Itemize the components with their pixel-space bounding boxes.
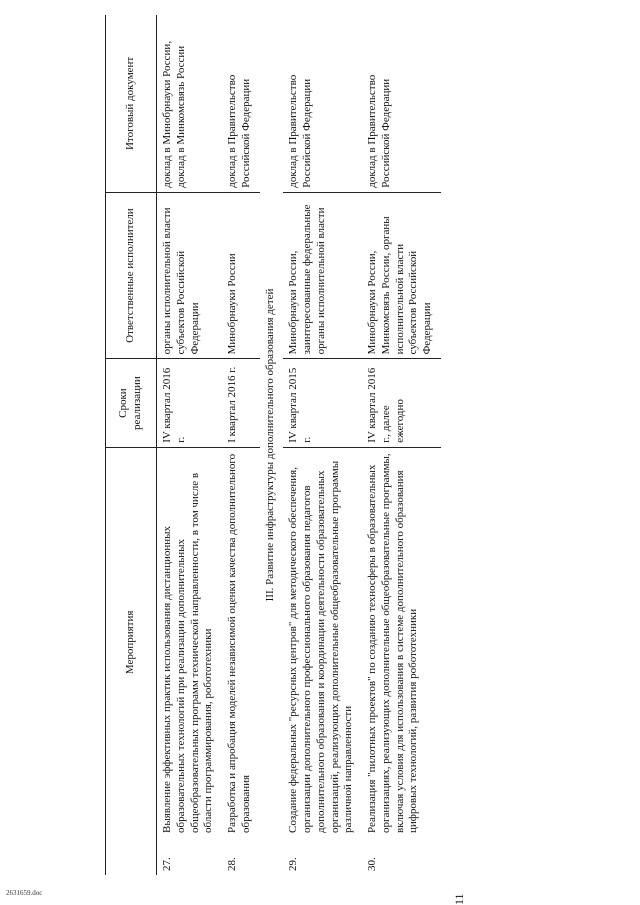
document-code: 2631659.doc [6, 889, 43, 897]
page-number: 11 [452, 893, 466, 905]
row-event: Реализация "пилотных проектов" по созданию техносферы в образовательных организациях, реализующих дополнительные общеобразовательные программы, включая условия для использования в системе дополнительного образования цифровых технологий, развития робототехники [366, 453, 420, 833]
row-term: IV квартал 2016 г., далее ежегодно [362, 359, 441, 447]
row-term: IV квартал 2016 г. [157, 359, 223, 447]
row-responsible: органы исполнительной власти субъектов Российской Федерации [157, 192, 223, 359]
table-header-row [106, 15, 157, 875]
row-event: Разработка и апробация моделей независимой оценки качества дополнительного образования [226, 453, 252, 833]
action-plan-table [105, 15, 441, 875]
row-document: доклад в Правительство Российской Федерации [283, 15, 362, 192]
row-event: Создание федеральных "ресурсных центров" для методического обеспечения, организации дополнительного профессионального образования педагогов дополнительного образования и координации деятельности образовательных организаций, реализующих дополнительные общеобразовательные программы различной направленности [287, 460, 355, 833]
row-document: доклад в Минобрнауки России, доклад в Минкомсвязь России [157, 15, 223, 192]
table-row-27 [157, 15, 223, 875]
row-term: IV квартал 2015 г. [283, 359, 362, 447]
row-event: Выявление эффективных практик использования дистанционных образовательных технологий при реализации дополнительных общеобразовательных программ технической направленности, в том числе в области программирования, робототехники [161, 472, 215, 833]
table-row-28 [222, 15, 260, 875]
row-number: 30. [366, 857, 378, 871]
row-number: 27. [161, 857, 173, 871]
header-number [106, 837, 157, 875]
table-row-29 [283, 15, 362, 875]
row-responsible: Минобрнауки России, Минкомсвязь России, органы исполнительной власти субъектов Российской Федерации [362, 192, 441, 359]
header-event: Мероприятия [106, 447, 157, 837]
row-term: I квартал 2016 г. [222, 359, 260, 447]
section-heading-row [260, 15, 284, 875]
row-responsible: Минобрнауки России [222, 192, 260, 359]
row-responsible: Минобрнауки России, заинтересованные федеральные органы исполнительной власти [283, 192, 362, 359]
header-responsible: Ответственные исполнители [106, 192, 157, 359]
row-number: 29. [287, 857, 300, 871]
table-row-30 [362, 15, 441, 875]
row-document: доклад в Правительство Российской Федерации [222, 15, 260, 192]
header-document: Итоговый документ [106, 15, 157, 192]
row-document: доклад в Правительство Российской Федерации [362, 15, 441, 192]
section-title: III. Развитие инфраструктуры дополнительного образования детей [263, 288, 276, 602]
row-number: 28. [226, 857, 238, 871]
header-term: Сроки реализации [106, 359, 157, 447]
